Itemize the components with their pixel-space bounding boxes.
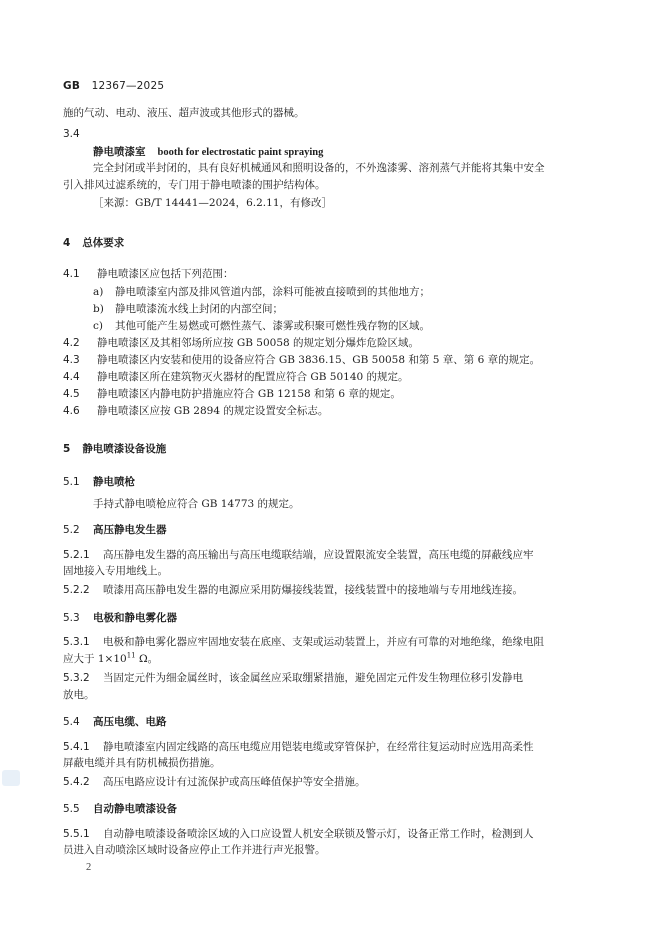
clause-5-4-1-line2: 屏蔽电缆并具有防机械损伤措施。 [63, 757, 221, 769]
clause-text: 当固定元件为细金属丝时，该金属丝应采取绷紧措施，避免固定元件发生物理位移引发静电 [103, 672, 523, 684]
clause-text: 静电喷漆区应包括下列范围： [97, 268, 234, 280]
clause-5-3-2-line2: 放电。 [63, 689, 95, 701]
list-item-c [93, 318, 430, 333]
subsection-number: 5.3 [63, 612, 80, 624]
list-text: 静电喷漆流水线上封闭的内部空间； [115, 303, 283, 315]
term-title [93, 144, 323, 159]
section-title: 静电喷漆设备设施 [82, 443, 167, 455]
clause-5-3-1-line2 [63, 652, 158, 666]
clause-5-5-1 [63, 826, 534, 841]
clause-5-3-1 [63, 634, 544, 649]
page-number: 2 [86, 862, 92, 873]
list-mark: b) [93, 303, 104, 315]
clause-number: 4.5 [63, 388, 80, 400]
term-name-cn: 静电喷漆室 [93, 146, 146, 158]
clause-text: 高压电路应设计有过流保护或高压峰值保护等安全措施。 [103, 776, 366, 788]
clause-text: 电极和静电雾化器应牢固地安装在底座、支架或运动装置上，并应有可靠的对地绝缘，绝缘电阻 [103, 636, 544, 648]
term-source: ［来源：GB/T 14441—2024，6.2.11，有修改］ [93, 197, 333, 209]
clause-number: 4.6 [63, 405, 80, 417]
clause-5-3-2 [63, 670, 523, 685]
clause-text: 静电喷漆区及其相邻场所应按 GB 50058 的规定划分爆炸危险区域。 [97, 337, 420, 349]
subsection-number: 5.2 [63, 524, 80, 536]
clause-5-2-2 [63, 582, 523, 597]
term-definition-line1: 完全封闭或半封闭的，具有良好机械通风和照明设备的，不外逸漆雾、溶剂蒸气并能将其集中安全 [93, 162, 545, 174]
clause-text: 高压静电发生器的高压输出与高压电缆联结端，应设置限流安全装置，高压电缆的屏蔽线应牢 [103, 549, 534, 561]
subsection-title: 高压电缆、电路 [93, 716, 167, 728]
clause-5-4-1 [63, 739, 534, 754]
subsection-5-4-heading [63, 714, 167, 729]
section-title: 总体要求 [82, 237, 125, 249]
clause-text: 静电喷漆室内固定线路的高压电缆应用铠装电缆或穿管保护，在经常往复运动时应选用高柔性 [103, 741, 534, 753]
clause-number: 5.3.2 [63, 672, 90, 684]
clause-5-1-text: 手持式静电喷枪应符合 GB 14773 的规定。 [93, 498, 300, 510]
clause-text: 静电喷漆区内安装和使用的设备应符合 GB 3836.15、GB 50058 和第 5 章、第 6 章的规定。 [97, 354, 541, 366]
clause-text: 喷漆用高压静电发生器的电源应采用防爆接线装置，接线装置中的接地端与专用地线连接。 [103, 584, 523, 596]
clause-text: 静电喷漆区应按 GB 2894 的规定设置安全标志。 [97, 405, 329, 417]
section-4-heading [63, 235, 124, 250]
clause-4-4 [63, 369, 409, 384]
clause-4-1 [63, 266, 234, 281]
resistance-exponent: 11 [126, 651, 136, 660]
standard-number: 12367—2025 [91, 80, 165, 92]
list-mark: a) [93, 286, 104, 298]
resistance-suffix: Ω。 [135, 653, 159, 665]
clause-number: 5.2.2 [63, 584, 90, 596]
subsection-5-3-heading [63, 610, 177, 625]
term-definition-line2: 引入排风过滤系统的，专门用于静电喷漆的围护结构体。 [63, 179, 326, 191]
resistance-prefix: 应大于 1×10 [63, 653, 127, 665]
list-item-a [93, 284, 430, 299]
subsection-title: 高压静电发生器 [93, 524, 167, 536]
subsection-number: 5.1 [63, 476, 80, 488]
term-number: 3.4 [63, 128, 80, 140]
subsection-5-5-heading [63, 801, 177, 816]
list-item-b [93, 301, 283, 316]
clause-4-2 [63, 335, 419, 350]
clause-number: 5.3.1 [63, 636, 90, 648]
clause-number: 4.4 [63, 371, 80, 383]
clause-5-4-2 [63, 774, 366, 789]
clause-number: 4.2 [63, 337, 80, 349]
clause-number: 4.1 [63, 268, 80, 280]
clause-number: 5.4.1 [63, 741, 90, 753]
standard-header [63, 80, 164, 92]
section-number: 4 [63, 237, 71, 249]
clause-number: 5.5.1 [63, 828, 90, 840]
list-text: 其他可能产生易燃或可燃性蒸气、漆雾或积聚可燃性残存物的区域。 [115, 320, 430, 332]
standard-code: GB [63, 80, 81, 92]
clause-5-2-1-line2: 固地接入专用地线上。 [63, 565, 168, 577]
subsection-title: 静电喷枪 [93, 476, 135, 488]
subsection-title: 自动静电喷漆设备 [93, 803, 177, 815]
clause-4-6 [63, 403, 328, 418]
clause-5-5-1-line2: 员进入自动喷涂区域时设备应停止工作并进行声光报警。 [63, 844, 326, 856]
clause-4-5 [63, 386, 401, 401]
section-5-heading [63, 441, 166, 456]
clause-number: 5.2.1 [63, 549, 90, 561]
list-text: 静电喷漆室内部及排风管道内部，涂料可能被直接喷到的其他地方； [115, 286, 430, 298]
clause-5-2-1 [63, 547, 534, 562]
side-tab-marker [2, 770, 20, 786]
subsection-title: 电极和静电雾化器 [93, 612, 177, 624]
clause-text: 静电喷漆区所在建筑物灭火器材的配置应符合 GB 50140 的规定。 [97, 371, 409, 383]
clause-text: 自动静电喷漆设备喷涂区域的入口应设置人机安全联锁及警示灯，设备正常工作时，检测到人 [103, 828, 534, 840]
subsection-5-1-heading [63, 474, 135, 489]
clause-number: 4.3 [63, 354, 80, 366]
clause-4-3 [63, 352, 540, 367]
subsection-number: 5.5 [63, 803, 80, 815]
intro-continuation: 施的气动、电动、液压、超声波或其他形式的器械。 [63, 107, 305, 119]
term-name-en: booth for electrostatic paint spraying [157, 147, 324, 158]
subsection-number: 5.4 [63, 716, 80, 728]
section-number: 5 [63, 443, 71, 455]
clause-number: 5.4.2 [63, 776, 90, 788]
list-mark: c) [93, 320, 103, 332]
subsection-5-2-heading [63, 522, 167, 537]
clause-text: 静电喷漆区内静电防护措施应符合 GB 12158 和第 6 章的规定。 [97, 388, 401, 400]
